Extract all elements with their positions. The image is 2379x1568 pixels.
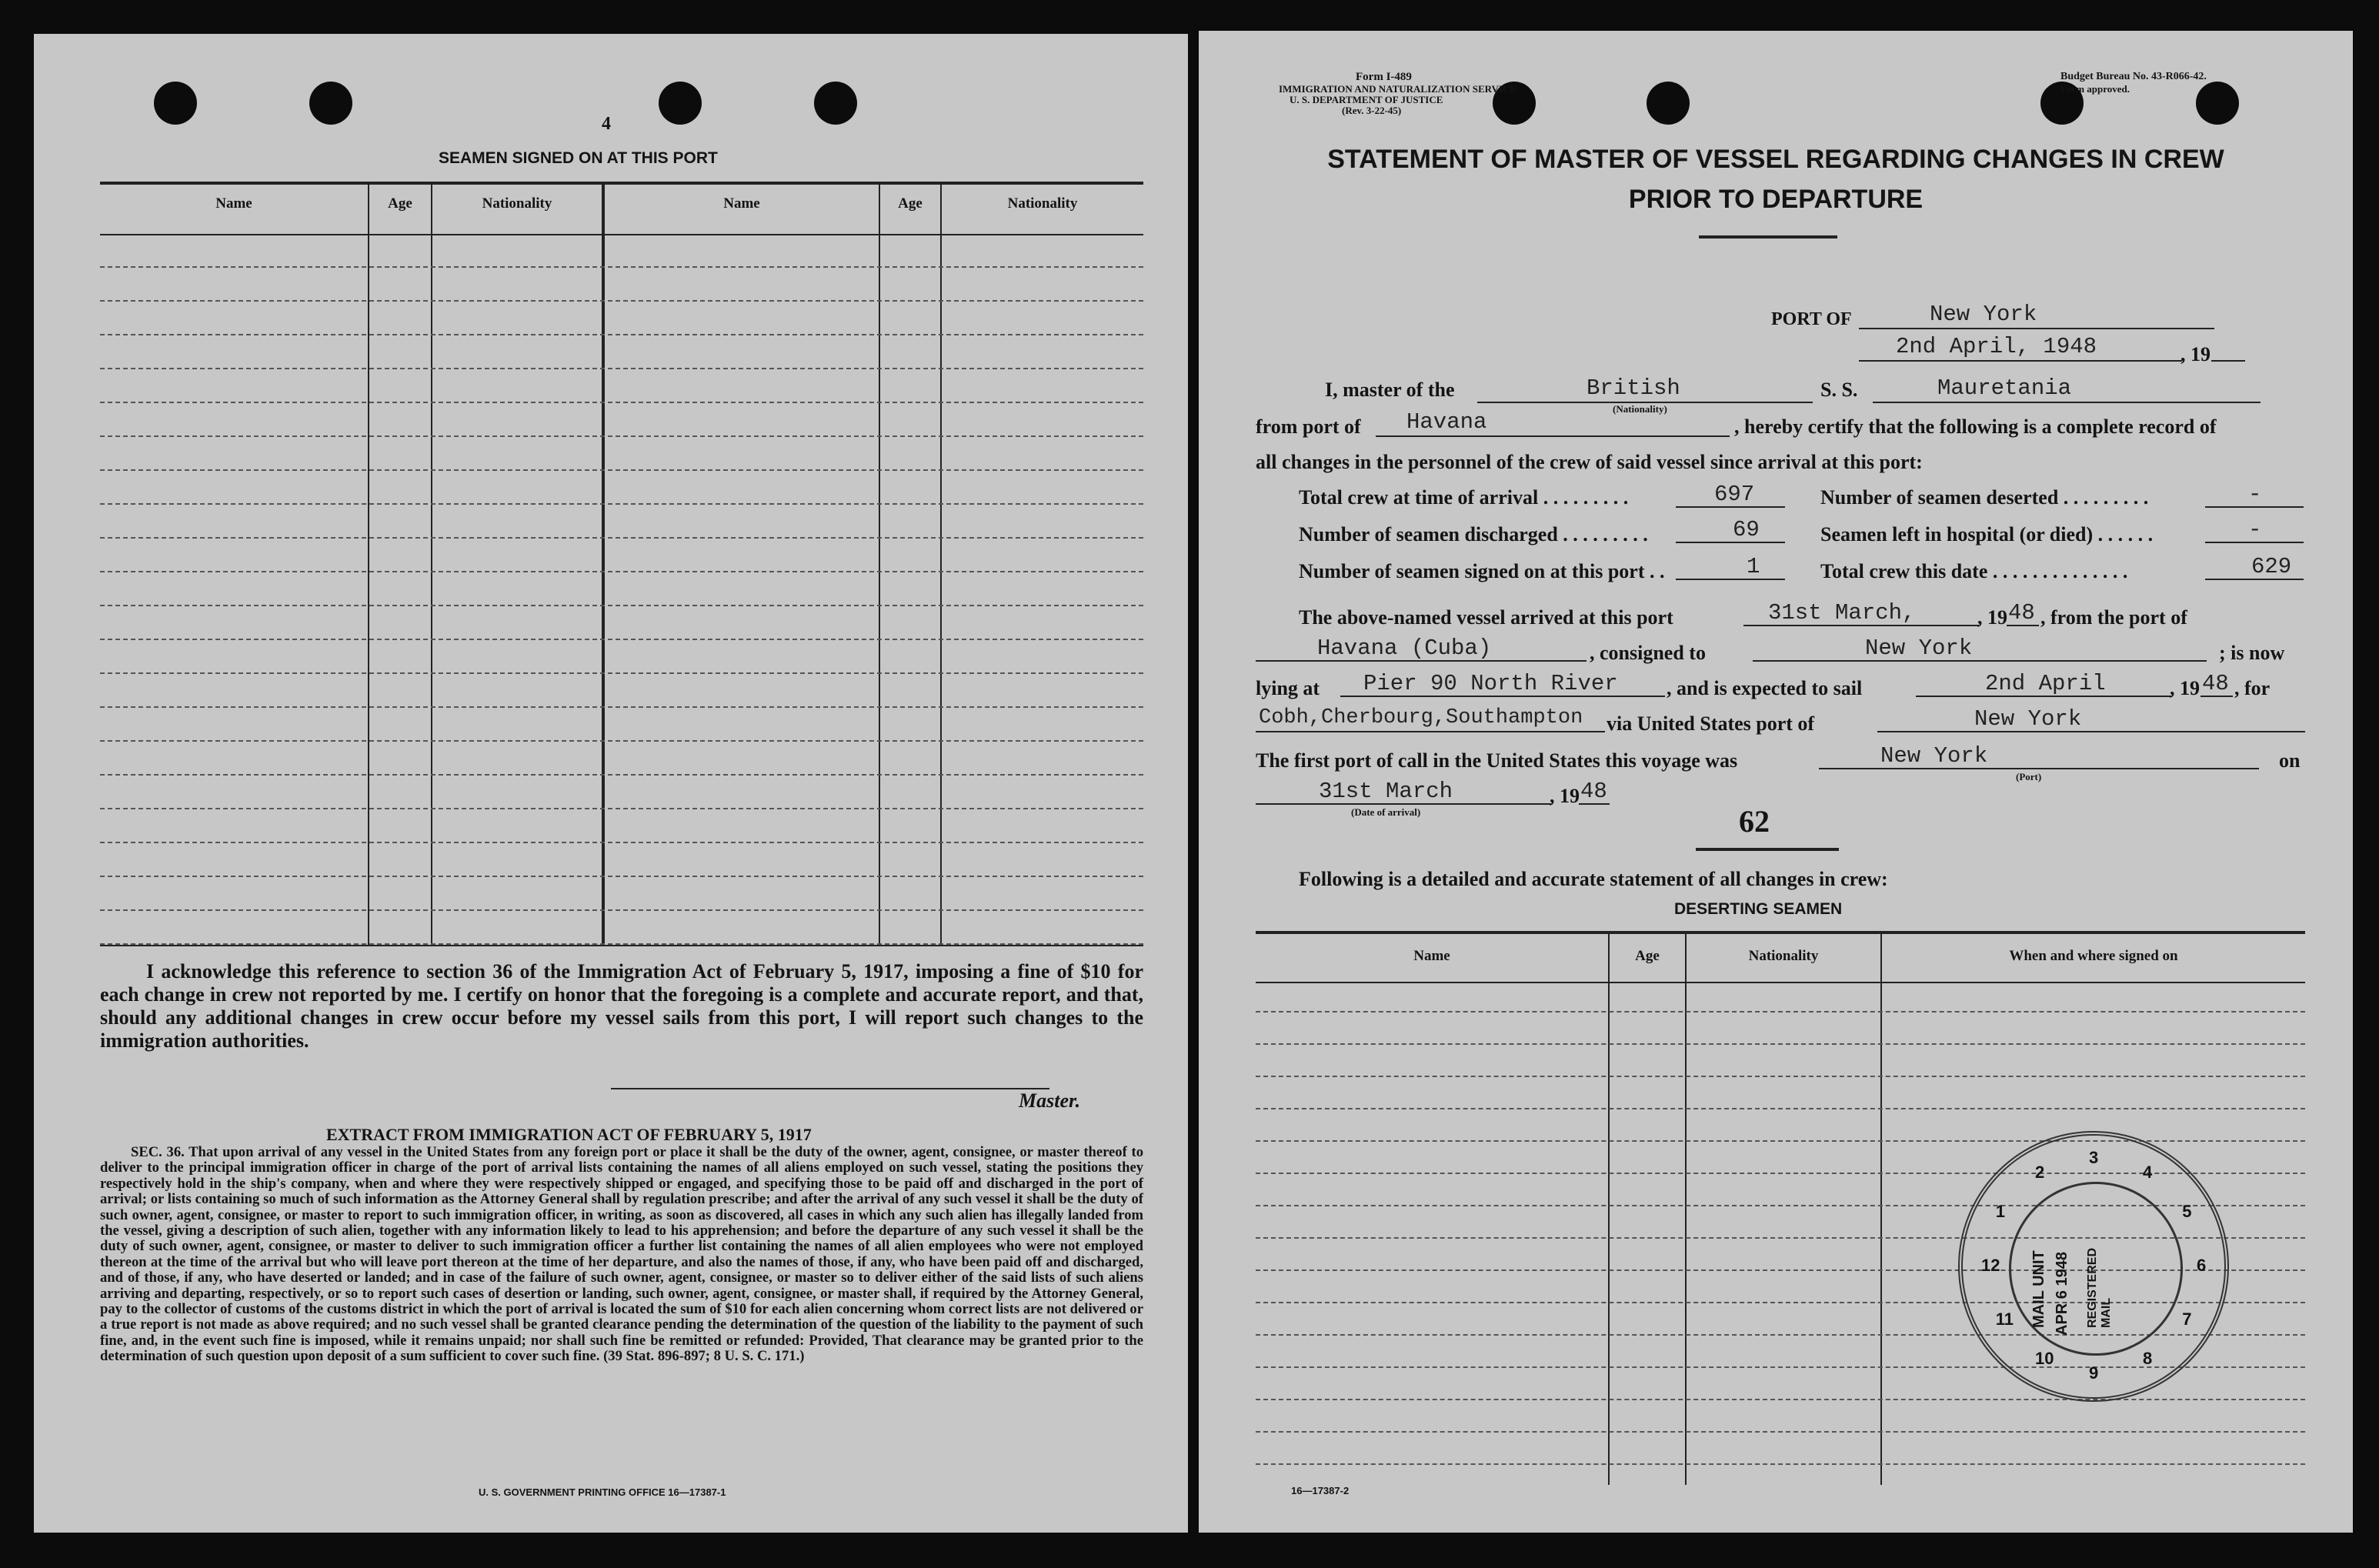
for-label: , for: [2234, 677, 2271, 699]
col-header-name: Name: [1413, 948, 1450, 964]
col-header-name: Name: [215, 195, 252, 212]
extract-title: EXTRACT FROM IMMIGRATION ACT OF FEBRUARY 5, 1917: [326, 1125, 812, 1144]
stamp-registered-mail: REGISTERED MAIL: [2086, 1247, 2113, 1328]
discharged-label: Number of seamen discharged . . . . . . . . .: [1299, 523, 1648, 545]
page-number: 4: [602, 114, 611, 134]
sail-year-value[interactable]: 48: [2202, 671, 2229, 696]
table-row-line: [100, 808, 1143, 809]
total-crew-date-underline: [2205, 579, 2304, 580]
form-title: STATEMENT OF MASTER OF VESSEL REGARDING CHANGES IN CREW: [1327, 145, 2224, 174]
deserted-underline: [2205, 506, 2304, 508]
title-rule: [1699, 235, 1837, 239]
table-row-line: [1256, 1043, 2305, 1045]
arrival-date-underline: [1256, 803, 1551, 805]
stamp-number: 4: [2143, 1162, 2153, 1182]
table-top-border: [1256, 931, 2305, 934]
punch-hole: [154, 82, 197, 125]
header-bottom-border: [100, 234, 1143, 235]
col-header-name: Name: [723, 195, 760, 212]
col-header-nationality: Nationality: [482, 195, 552, 212]
deserted-label: Number of seamen deserted . . . . . . . . .: [1820, 486, 2149, 509]
table-row-line: [100, 876, 1143, 877]
first-port-underline: [1819, 768, 2259, 769]
port-label: PORT OF: [1771, 309, 1852, 329]
discharged-value[interactable]: 69: [1733, 517, 1760, 542]
on-label: on: [2279, 749, 2301, 772]
punch-hole: [659, 82, 702, 125]
printer-line: U. S. GOVERNMENT PRINTING OFFICE 16—17387-1: [479, 1486, 726, 1498]
arrival-year-value[interactable]: 48: [1580, 779, 1607, 804]
consigned-label: , consigned to: [1590, 642, 1706, 664]
budget-bureau-number: Budget Bureau No. 43-R066-42.: [2060, 71, 2207, 82]
lying-value[interactable]: Pier 90 North River: [1363, 671, 1618, 696]
stamp-number: 3: [2089, 1148, 2099, 1167]
table-row-line: [1256, 1076, 2305, 1077]
punch-hole: [309, 82, 352, 125]
form-revision: (Rev. 3-22-45): [1342, 105, 1402, 116]
date-value[interactable]: 2nd April, 1948: [1896, 334, 2097, 359]
lying-underline: [1340, 696, 1665, 697]
sail-year-prefix: , 19: [2170, 677, 2200, 699]
table-row-line: [1256, 1140, 2305, 1142]
page-number: 62: [1739, 804, 1770, 839]
table-top-border: [100, 182, 1143, 185]
table-row-line: [1256, 1463, 2305, 1465]
from-port-of-value[interactable]: Havana (Cuba): [1317, 636, 1492, 661]
arrived-year-underline: [2007, 625, 2039, 626]
table-row-line: [100, 503, 1143, 505]
column-divider: [940, 183, 942, 945]
stamp-mail-unit: MAIL UNIT: [2030, 1250, 2047, 1328]
nationality-value[interactable]: British: [1587, 375, 1680, 401]
date-underline: [1859, 360, 2182, 362]
deserting-table-title: DESERTING SEAMEN: [1674, 900, 1843, 918]
table-row-line: [100, 435, 1143, 437]
arrived-year-value[interactable]: 48: [2008, 600, 2035, 626]
stamp-date: APR 6 1948: [2054, 1252, 2070, 1336]
table-row-line: [100, 571, 1143, 572]
sail-label: , and is expected to sail: [1667, 677, 1863, 699]
postal-stamp: [1958, 1131, 2229, 1402]
stamp-number: 8: [2143, 1349, 2153, 1369]
arrival-caption: (Date of arrival): [1351, 806, 1421, 818]
punch-hole: [1647, 82, 1690, 125]
stamp-number: 1: [1995, 1202, 2005, 1221]
table-row-line: [100, 266, 1143, 268]
table-row-line: [100, 605, 1143, 606]
form-approved: Form approved.: [2060, 83, 2130, 95]
ss-label: S. S.: [1820, 379, 1858, 401]
sail-value[interactable]: 2nd April: [1985, 671, 2106, 696]
table-row-line: [100, 740, 1143, 742]
form-number: Form I-489: [1356, 71, 1412, 83]
total-crew-date-value[interactable]: 629: [2251, 554, 2292, 579]
signed-on-underline: [1676, 579, 1785, 580]
destination-underline: [1256, 731, 1605, 732]
port-caption: (Port): [2016, 771, 2042, 782]
via-underline: [1877, 731, 2305, 732]
port-value[interactable]: New York: [1930, 302, 2037, 327]
date-suffix: , 19: [2180, 343, 2211, 365]
nationality-caption: (Nationality): [1613, 403, 1667, 415]
form-subtitle: PRIOR TO DEPARTURE: [1628, 185, 1924, 214]
table-row-line: [100, 368, 1143, 369]
header-bottom-border: [1256, 982, 2305, 983]
master-of-label: I, master of the: [1325, 379, 1455, 401]
stamp-number: 7: [2182, 1309, 2192, 1329]
stamp-number: 10: [2035, 1349, 2054, 1369]
table-row-line: [100, 469, 1143, 471]
col-header-age: Age: [1635, 948, 1660, 964]
lying-label: lying at: [1256, 677, 1320, 699]
ship-underline: [1873, 402, 2261, 403]
punch-hole: [814, 82, 857, 125]
col-header-nationality: Nationality: [1748, 948, 1819, 964]
destination-value[interactable]: Cobh,Cherbourg,Southampton: [1259, 706, 1583, 729]
acknowledgement-text: I acknowledge this reference to section 36 of the Immigration Act of February 5, 1917, imposing a fine of $10 for each change in crew not reported by me. I certify on honor that the foregoing is a complete and accurate report, and that, should any additional changes in crew occur before my vessel sails from this port, I will report such changes to the immigration authorities.: [100, 960, 1143, 1052]
department-name: U. S. DEPARTMENT OF JUSTICE: [1290, 94, 1443, 105]
discharged-underline: [1676, 542, 1785, 543]
total-crew-arrival-label: Total crew at time of arrival . . . . . . . . .: [1299, 486, 1629, 509]
total-crew-date-label: Total crew this date . . . . . . . . . . . . . .: [1820, 560, 2128, 582]
column-divider: [431, 183, 432, 945]
arrived-value[interactable]: 31st March,: [1768, 600, 1916, 626]
changes-text: all changes in the personnel of the crew of said vessel since arrival at this port:: [1256, 451, 1923, 473]
left-page: [34, 34, 1188, 1533]
arrival-year-underline: [1579, 803, 1610, 805]
stamp-number: 12: [1981, 1256, 2000, 1275]
stamp-number: 11: [1995, 1309, 2014, 1329]
table-title: SEAMEN SIGNED ON AT THIS PORT: [439, 149, 718, 167]
from-port-of-label: , from the port of: [2040, 606, 2187, 629]
via-value[interactable]: New York: [1974, 706, 2082, 732]
stamp-number: 2: [2035, 1162, 2045, 1182]
port-underline: [1859, 328, 2214, 329]
following-text: Following is a detailed and accurate statement of all changes in crew:: [1299, 868, 1888, 890]
table-row-line: [100, 706, 1143, 708]
table-row-line: [100, 300, 1143, 302]
first-port-label: The first port of call in the United States this voyage was: [1256, 749, 1738, 772]
arrived-year-prefix: , 19: [1977, 606, 2007, 629]
arrived-label: The above-named vessel arrived at this port: [1299, 606, 1673, 629]
arrival-year-prefix: , 19: [1550, 785, 1580, 807]
stamp-number: 9: [2089, 1363, 2099, 1383]
column-divider: [602, 183, 605, 945]
table-row-line: [100, 774, 1143, 776]
table-row-line: [100, 909, 1143, 911]
agency-name: IMMIGRATION AND NATURALIZATION SERVICE: [1279, 83, 1517, 95]
col-header-age: Age: [898, 195, 923, 212]
consigned-value[interactable]: New York: [1865, 636, 1973, 661]
master-label: Master.: [1019, 1089, 1081, 1112]
hospital-value[interactable]: -: [2248, 517, 2262, 542]
table-row-line: [1256, 1431, 2305, 1433]
table-row-line: [100, 537, 1143, 539]
certify-text: , hereby certify that the following is a complete record of: [1734, 415, 2217, 438]
column-divider: [368, 183, 369, 945]
via-label: via United States port of: [1607, 712, 1815, 735]
total-crew-arrival-value[interactable]: 697: [1714, 482, 1755, 507]
table-row-line: [1256, 1399, 2305, 1400]
sail-year-underline: [2200, 696, 2233, 697]
from-port-value[interactable]: Havana: [1406, 409, 1487, 435]
table-row-line: [100, 334, 1143, 335]
table-row-line: [100, 943, 1143, 945]
column-divider: [1608, 932, 1610, 1485]
year-underline: [2211, 360, 2245, 362]
column-divider: [1880, 932, 1882, 1485]
column-divider: [879, 183, 880, 945]
table-row-line: [1256, 1108, 2305, 1109]
from-port-of-underline: [1256, 660, 1587, 662]
hospital-label: Seamen left in hospital (or died) . . . . . .: [1820, 523, 2154, 545]
arrived-underline: [1743, 625, 1979, 626]
table-row-line: [1256, 1011, 2305, 1013]
deserted-value[interactable]: -: [2248, 482, 2262, 507]
stamp-number: 6: [2197, 1256, 2207, 1275]
from-port-label: from port of: [1256, 415, 1361, 438]
total-crew-arrival-underline: [1676, 506, 1785, 508]
printer-line: 16—17387-2: [1291, 1485, 1350, 1496]
col-header-signed-on: When and where signed on: [2009, 948, 2178, 964]
first-port-value[interactable]: New York: [1880, 743, 1988, 769]
is-now-label: ; is now: [2219, 642, 2285, 664]
column-divider: [1685, 932, 1687, 1485]
extract-text: SEC. 36. That upon arrival of any vessel in the United States from any foreign port or place it shall be the duty of the owner, agent, consignee, or master thereof to deliver to the principal immigration officer in charge of the port of arrival lists containing the names of all aliens employed on such vessel, stating the positions they respectively hold in the ship's company, when and where they were respectively shipped or engaged, and specifying those to be paid off and discharged in the port of arrival; or lists containing so much of such information as the Attorney General shall by regulation prescribe; and after the arrival of any such vessel it shall be the duty of such owner, agent, consignee, or master to report to such immigration officer, in writing, as soon as discovered, all cases in which any such alien has illegally landed from the vessel, giving a description of such alien, together with any information likely to lead to his apprehension; and before the departure of any such vessel it shall be the duty of such owner, agent, consignee, or master to deliver to such immigration officer a further list containing the names of all alien employees who were not employed thereon at the time of the arrival but who will leave port thereon at the time of her departure, and also the names of those, if any, who have been paid off and discharged, and of those, if any, who have deserted or landed; and in case of the failure of such owner, agent, consignee, or master so to deliver either of the said lists of such aliens arriving and departing, respectively, or so to report such cases of desertion or landing, such owner, agent, consignee, or master shall, if required by the Attorney General, pay to the collector of customs of the customs district in which the port of arrival is located the sum of $10 for each alien concerning whom correct lists are not delivered or a true report is not made as above required; and no such vessel shall be granted clearance pending the determination of the question of the liability to the payment of such fine, and, in the event such fine is imposed, while it remains unpaid; nor shall such fine be remitted or refunded: Provided, That clearance may be granted prior to the determination of such question upon deposit of a sum sufficient to cover such fine. (39 Stat. 896-897; 8 U. S. C. 171.): [100, 1144, 1143, 1365]
col-header-age: Age: [388, 195, 412, 212]
section-rule: [1696, 848, 1839, 851]
master-signature-line: [611, 1088, 1049, 1089]
sail-underline: [1916, 696, 2171, 697]
table-row-line: [100, 639, 1143, 640]
ship-value[interactable]: Mauretania: [1937, 375, 2072, 401]
signed-on-label: Number of seamen signed on at this port . .: [1299, 560, 1665, 582]
col-header-nationality: Nationality: [1007, 195, 1078, 212]
arrival-date-value[interactable]: 31st March: [1319, 779, 1453, 804]
punch-hole: [2196, 82, 2239, 125]
from-port-underline: [1376, 435, 1730, 437]
signed-on-value[interactable]: 1: [1747, 554, 1760, 579]
stamp-number: 5: [2182, 1202, 2192, 1221]
table-row-line: [100, 672, 1143, 674]
table-row-line: [100, 842, 1143, 843]
table-bottom-border: [100, 945, 1143, 946]
hospital-underline: [2205, 542, 2304, 543]
table-row-line: [100, 402, 1143, 403]
consigned-underline: [1753, 660, 2207, 662]
